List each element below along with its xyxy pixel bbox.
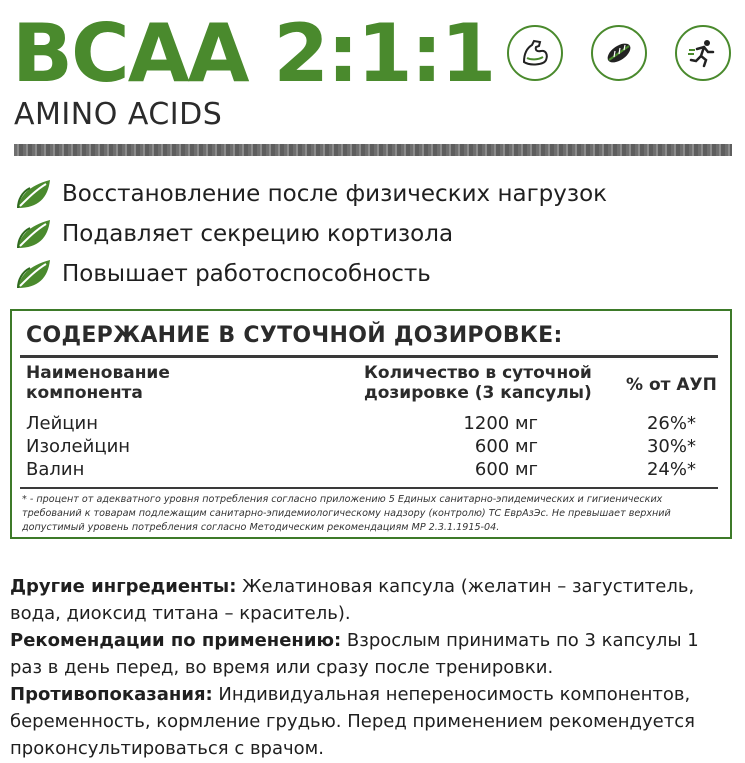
header-line: дозировке (3 капсулы) [364,383,592,403]
component-pct: 26%* [646,413,696,434]
benefit-text: Восстановление после физических нагрузок [62,181,608,207]
leaf-icon [16,258,52,290]
composition-title: СОДЕРЖАНИЕ В СУТОЧНОЙ ДОЗИРОВКЕ: [26,323,563,348]
component-pct: 30%* [646,436,696,457]
column-header-name [26,363,170,403]
usage-text: Взрослым принимать по 3 капсулы 1 раз в день перед, во время или сразу после тренировки. [10,630,699,678]
table-row [26,413,712,436]
usage-recommendations [10,627,730,681]
component-name: Валин [26,459,85,480]
divider [20,355,718,358]
list-item [16,214,607,254]
product-subtitle: AMINO ACIDS [14,97,223,132]
divider [20,487,718,489]
component-qty: 600 мг [474,459,538,480]
composition-table [10,309,732,539]
usage-label: Рекомендации по применению: [10,630,342,651]
contraindications [10,681,730,762]
component-qty: 1200 мг [463,413,538,434]
runner-icon [675,25,731,81]
other-ingredients-label: Другие ингредиенты: [10,576,237,597]
column-header-qty [364,363,592,403]
header-line: Количество в суточной [364,363,592,383]
bicep-icon [507,25,563,81]
contra-label: Противопоказания: [10,684,213,705]
header-line: Наименование [26,363,170,383]
leaf-icon [16,218,52,250]
benefit-list [16,174,607,294]
table-row [26,436,712,459]
benefit-text: Подавляет секрецию кортизола [62,221,454,247]
seed-icon [591,25,647,81]
component-name: Изолейцин [26,436,131,457]
list-item [16,174,607,214]
footnote: * - процент от адекватного уровня потребления согласно приложению 5 Единых санитарно-эпидемических и гигиенических требований к товарам подлежащим санитарно-эпидемиологическому надзору (контролю) ТС ЕврАзЭс. Не превышает верхний допустимый уровень потребления согласно Методическим рекомендациям МР 2.3.1.1915-04. [22,494,671,533]
header-line: компонента [26,383,143,403]
column-header-pct: % от АУП [626,375,717,395]
product-title: BCAA 2:1:1 [12,7,495,100]
component-qty: 600 мг [474,436,538,457]
badge-row [507,25,731,81]
list-item [16,254,607,294]
contra-text: Индивидуальная непереносимость компонентов, беременность, кормление грудью. Перед применением рекомендуется проконсультироваться с врачом. [10,684,695,759]
other-ingredients-text: Желатиновая капсула (желатин – загуститель, вода, диоксид титана – краситель). [10,576,695,624]
other-ingredients [10,573,730,627]
component-name: Лейцин [26,413,99,434]
additional-info [10,573,730,762]
table-row [26,459,712,482]
benefit-text: Повышает работоспособность [62,261,431,287]
decorative-stripe [14,144,732,156]
component-pct: 24%* [646,459,696,480]
leaf-icon [16,178,52,210]
